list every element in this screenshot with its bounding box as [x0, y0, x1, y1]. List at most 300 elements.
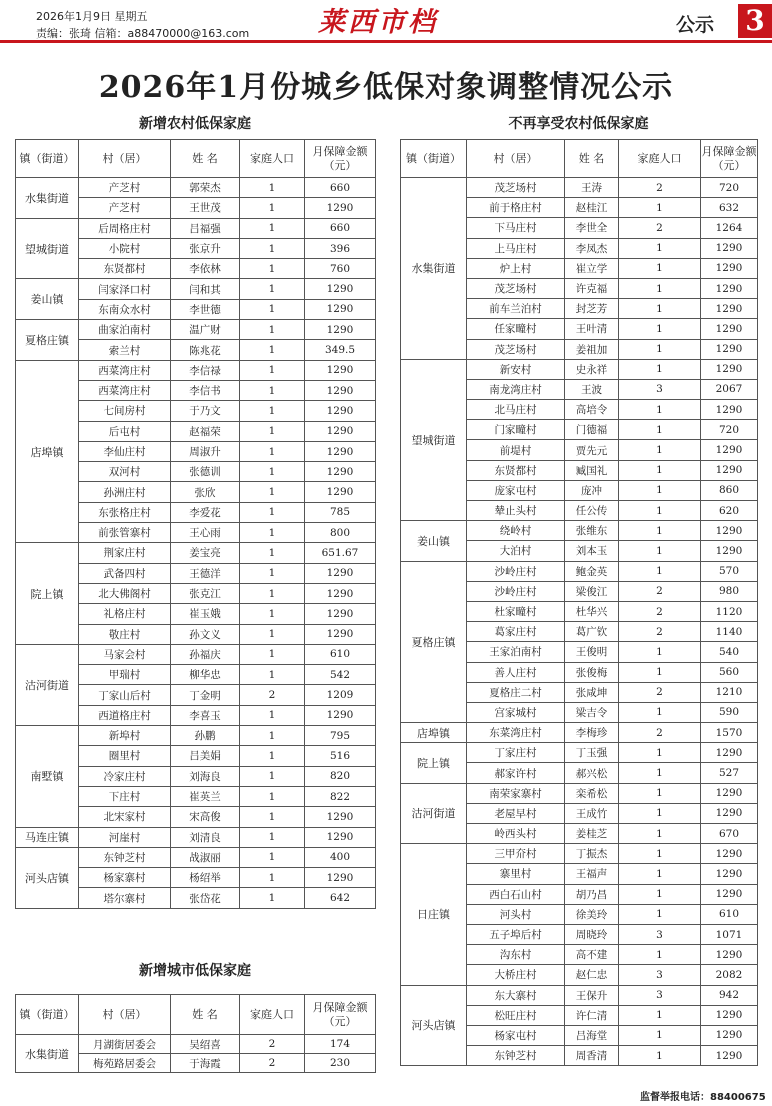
village-cell: 闫家泽口村: [79, 279, 171, 299]
household-cell: 2: [619, 622, 701, 642]
name-cell: 战淑丽: [171, 847, 240, 867]
household-cell: 1: [619, 904, 701, 924]
household-cell: 1: [619, 1046, 701, 1066]
village-cell: 双河村: [79, 462, 171, 482]
table-row: [401, 723, 758, 743]
amount-cell: 1290: [305, 380, 376, 400]
household-cell: 1: [619, 258, 701, 278]
town-cell: 院上镇: [401, 743, 467, 783]
name-cell: 李信禄: [171, 360, 240, 380]
amount-cell: 800: [305, 523, 376, 543]
amount-cell: 860: [701, 480, 758, 500]
name-cell: 刘清良: [171, 827, 240, 847]
amount-cell: 1290: [305, 320, 376, 340]
amount-cell: 1290: [305, 624, 376, 644]
amount-cell: 527: [701, 763, 758, 783]
household-cell: 2: [619, 723, 701, 743]
village-cell: 庞家屯村: [467, 480, 565, 500]
amount-cell: 1290: [701, 299, 758, 319]
household-cell: 1: [240, 178, 305, 198]
town-cell: 店埠镇: [16, 360, 79, 543]
name-cell: 宋高俊: [171, 807, 240, 827]
household-cell: 1: [619, 521, 701, 541]
village-cell: 梅苑路居委会: [79, 1054, 171, 1073]
household-cell: 2: [619, 218, 701, 238]
report-hotline: 监督举报电话：88400675: [640, 1092, 766, 1103]
household-cell: 1: [619, 844, 701, 864]
amount-cell: 651.67: [305, 543, 376, 563]
amount-cell: 400: [305, 847, 376, 867]
town-cell: 夏格庄镇: [16, 320, 79, 361]
name-cell: 李梅珍: [565, 723, 619, 743]
name-cell: 李喜玉: [171, 705, 240, 725]
village-cell: 西菜湾庄村: [79, 360, 171, 380]
amount-cell: 1290: [701, 1046, 758, 1066]
name-cell: 吕美娟: [171, 746, 240, 766]
household-cell: 1: [619, 763, 701, 783]
name-cell: 刘海良: [171, 766, 240, 786]
name-cell: 门德福: [565, 420, 619, 440]
name-cell: 赵桂江: [565, 198, 619, 218]
masthead-rule: [0, 40, 772, 43]
village-cell: 辇止头村: [467, 501, 565, 521]
household-cell: 1: [240, 523, 305, 543]
household-cell: 3: [619, 379, 701, 399]
amount-cell: 760: [305, 259, 376, 279]
amount-cell: 720: [701, 178, 758, 198]
col-amount-header: [701, 140, 758, 178]
village-cell: 后屯村: [79, 421, 171, 441]
village-cell: 五子埠后村: [467, 924, 565, 944]
col-town-header: 镇（街道）: [16, 140, 79, 178]
household-cell: 1: [619, 440, 701, 460]
household-cell: 1: [240, 766, 305, 786]
amount-cell: 1290: [701, 258, 758, 278]
amount-cell: 1290: [701, 521, 758, 541]
village-cell: 善人庄村: [467, 662, 565, 682]
village-cell: 七间房村: [79, 401, 171, 421]
household-cell: 1: [240, 259, 305, 279]
village-cell: 任家疃村: [467, 319, 565, 339]
name-cell: 丁振杰: [565, 844, 619, 864]
amount-cell: 396: [305, 238, 376, 258]
amount-cell: 1290: [701, 884, 758, 904]
household-cell: 1: [619, 783, 701, 803]
household-cell: 1: [619, 238, 701, 258]
village-cell: 北马庄村: [467, 400, 565, 420]
amount-cell: 516: [305, 746, 376, 766]
name-cell: 许克福: [565, 278, 619, 298]
name-cell: 温广财: [171, 320, 240, 340]
village-cell: 小院村: [79, 238, 171, 258]
village-cell: 岭西头村: [467, 824, 565, 844]
name-cell: 张克江: [171, 583, 240, 603]
amount-cell: 1290: [701, 339, 758, 359]
name-cell: 梁吉令: [565, 702, 619, 722]
village-cell: 冷家庄村: [79, 766, 171, 786]
village-cell: 敬庄村: [79, 624, 171, 644]
village-cell: 沙岭庄村: [467, 561, 565, 581]
amount-cell: 1290: [305, 583, 376, 603]
issue-date: 2026年1月9日 星期五: [36, 10, 148, 23]
name-cell: 李世德: [171, 299, 240, 319]
amount-cell: 1290: [305, 441, 376, 461]
name-cell: 李世全: [565, 218, 619, 238]
name-cell: 梁俊江: [565, 581, 619, 601]
town-cell: 马连庄镇: [16, 827, 79, 847]
amount-cell: 632: [701, 198, 758, 218]
name-cell: 贾先元: [565, 440, 619, 460]
household-cell: 3: [619, 985, 701, 1005]
village-cell: 沟东村: [467, 945, 565, 965]
village-cell: 西菜湾庄村: [79, 380, 171, 400]
town-cell: 沽河街道: [16, 644, 79, 725]
amount-cell: 610: [701, 904, 758, 924]
amount-cell: 1290: [701, 864, 758, 884]
table-row: [16, 847, 376, 867]
amount-cell: 1290: [701, 460, 758, 480]
household-cell: 1: [619, 460, 701, 480]
name-cell: 张德训: [171, 462, 240, 482]
village-cell: 葛家庄村: [467, 622, 565, 642]
amount-cell: 560: [701, 662, 758, 682]
name-cell: 闫和其: [171, 279, 240, 299]
table-row: [16, 320, 376, 340]
household-cell: 1: [619, 501, 701, 521]
amount-cell: 1290: [305, 705, 376, 725]
table-row: [16, 360, 376, 380]
amount-cell: 1140: [701, 622, 758, 642]
table-row: [16, 178, 376, 198]
household-cell: 1: [619, 198, 701, 218]
amount-cell: 620: [701, 501, 758, 521]
village-cell: 大泊村: [467, 541, 565, 561]
name-cell: 姜祖加: [565, 339, 619, 359]
table-row: [401, 844, 758, 864]
name-cell: 王波: [565, 379, 619, 399]
amount-cell: 1264: [701, 218, 758, 238]
name-cell: 于乃文: [171, 401, 240, 421]
table-row: [401, 743, 758, 763]
village-cell: 东大寨村: [467, 985, 565, 1005]
name-cell: 丁玉强: [565, 743, 619, 763]
village-cell: 礼格庄村: [79, 604, 171, 624]
household-cell: 1: [240, 421, 305, 441]
village-cell: 丁家庄村: [467, 743, 565, 763]
amount-cell: 642: [305, 888, 376, 908]
name-cell: 张欣: [171, 482, 240, 502]
household-cell: 2: [619, 682, 701, 702]
table-row: [401, 359, 758, 379]
household-cell: 1: [619, 319, 701, 339]
household-cell: 1: [240, 665, 305, 685]
page-number: 3: [738, 4, 772, 38]
household-cell: 1: [240, 847, 305, 867]
village-cell: 前车兰泊村: [467, 299, 565, 319]
village-cell: 月湖街居委会: [79, 1035, 171, 1054]
amount-cell: 1290: [701, 844, 758, 864]
table-row: [16, 726, 376, 746]
household-cell: 1: [240, 746, 305, 766]
name-cell: 王成竹: [565, 803, 619, 823]
household-cell: 1: [619, 945, 701, 965]
amount-cell: 230: [305, 1054, 376, 1073]
name-cell: 丁金明: [171, 685, 240, 705]
village-cell: 塔尔寨村: [79, 888, 171, 908]
household-cell: 1: [619, 278, 701, 298]
household-cell: 1: [240, 462, 305, 482]
header-row: [401, 140, 758, 178]
household-cell: 1: [240, 604, 305, 624]
name-cell: 杨绍举: [171, 868, 240, 888]
name-cell: 王俊明: [565, 642, 619, 662]
household-cell: 1: [240, 218, 305, 238]
col-village-header: 村（居）: [79, 995, 171, 1035]
household-cell: 1: [619, 743, 701, 763]
col-town-header: 镇（街道）: [401, 140, 467, 178]
town-cell: 姜山镇: [401, 521, 467, 561]
household-cell: 1: [240, 868, 305, 888]
name-cell: 崔玉娥: [171, 604, 240, 624]
name-cell: 周淑升: [171, 441, 240, 461]
village-cell: 大桥庄村: [467, 965, 565, 985]
name-cell: 鲍金英: [565, 561, 619, 581]
name-cell: 李信书: [171, 380, 240, 400]
village-cell: 西白石山村: [467, 884, 565, 904]
village-cell: 东贤都村: [467, 460, 565, 480]
amount-cell: 1290: [701, 238, 758, 258]
amount-cell: 1290: [701, 440, 758, 460]
table-row: [16, 1035, 376, 1054]
name-cell: 杜华兴: [565, 601, 619, 621]
household-cell: 1: [619, 884, 701, 904]
removed-rural-title: 不再享受农村低保家庭: [508, 116, 649, 132]
name-cell: 姜宝亮: [171, 543, 240, 563]
name-cell: 于海霞: [171, 1054, 240, 1073]
household-cell: 2: [619, 581, 701, 601]
name-cell: 王涛: [565, 178, 619, 198]
village-cell: 西道格庄村: [79, 705, 171, 725]
name-cell: 庞冲: [565, 480, 619, 500]
col-name-header: 姓 名: [171, 995, 240, 1035]
town-cell: 水集街道: [401, 178, 467, 360]
town-cell: 河头店镇: [16, 847, 79, 908]
household-cell: 1: [619, 702, 701, 722]
household-cell: 1: [240, 198, 305, 218]
name-cell: 周晓玲: [565, 924, 619, 944]
name-cell: 吕海堂: [565, 1025, 619, 1045]
village-cell: 产芝村: [79, 178, 171, 198]
household-cell: 1: [619, 642, 701, 662]
village-cell: 新埠村: [79, 726, 171, 746]
village-cell: 上马庄村: [467, 238, 565, 258]
amount-cell: 980: [701, 581, 758, 601]
town-cell: 望城街道: [401, 359, 467, 521]
household-cell: 1: [240, 624, 305, 644]
household-cell: 1: [240, 543, 305, 563]
amount-cell: 1290: [701, 319, 758, 339]
table-row: [16, 644, 376, 664]
amount-cell: 1290: [305, 868, 376, 888]
amount-cell: 1290: [305, 807, 376, 827]
household-cell: 1: [240, 705, 305, 725]
name-cell: 郝兴松: [565, 763, 619, 783]
village-cell: 炉上村: [467, 258, 565, 278]
table-row: [16, 543, 376, 563]
amount-cell: 590: [701, 702, 758, 722]
newspaper-logo: 莱西市档: [318, 7, 438, 38]
name-cell: 高不建: [565, 945, 619, 965]
village-cell: 武备四村: [79, 563, 171, 583]
name-cell: 赵仁忠: [565, 965, 619, 985]
name-cell: 任公传: [565, 501, 619, 521]
name-cell: 崔立学: [565, 258, 619, 278]
village-cell: 东钟芝村: [79, 847, 171, 867]
amount-cell: 720: [701, 420, 758, 440]
village-cell: 孙洲庄村: [79, 482, 171, 502]
section-name: 公示: [676, 14, 715, 36]
village-cell: 南龙湾庄村: [467, 379, 565, 399]
amount-cell: 1290: [701, 1005, 758, 1025]
amount-header-label: 月保障金额: [312, 1000, 368, 1014]
header-row: [16, 140, 376, 178]
village-cell: 甲瑞村: [79, 665, 171, 685]
table-row: [401, 985, 758, 1005]
village-cell: 松旺庄村: [467, 1005, 565, 1025]
amount-cell: 785: [305, 502, 376, 522]
town-cell: 日庄镇: [401, 844, 467, 985]
new-urban-title: 新增城市低保家庭: [139, 963, 251, 979]
household-cell: 2: [619, 178, 701, 198]
col-household-header: 家庭人口: [240, 995, 305, 1035]
new-rural-table: [15, 139, 376, 909]
household-cell: 1: [240, 299, 305, 319]
village-cell: 绕岭村: [467, 521, 565, 541]
amount-cell: 1071: [701, 924, 758, 944]
town-cell: 望城街道: [16, 218, 79, 279]
village-cell: 前于格庄村: [467, 198, 565, 218]
name-cell: 封芝芳: [565, 299, 619, 319]
town-cell: 夏格庄镇: [401, 561, 467, 723]
town-cell: 河头店镇: [401, 985, 467, 1066]
village-cell: 杨家寨村: [79, 868, 171, 888]
household-cell: 1: [619, 339, 701, 359]
household-cell: 1: [619, 359, 701, 379]
removed-rural-table: [400, 139, 758, 1066]
name-cell: 王保升: [565, 985, 619, 1005]
amount-cell: 542: [305, 665, 376, 685]
household-cell: 2: [240, 1054, 305, 1073]
household-cell: 1: [240, 238, 305, 258]
amount-cell: 1210: [701, 682, 758, 702]
amount-cell: 822: [305, 786, 376, 806]
household-cell: 1: [240, 380, 305, 400]
household-cell: 1: [240, 401, 305, 421]
town-cell: 姜山镇: [16, 279, 79, 320]
name-cell: 李爱花: [171, 502, 240, 522]
amount-cell: 1290: [701, 400, 758, 420]
name-cell: 张京升: [171, 238, 240, 258]
village-cell: 北宋家村: [79, 807, 171, 827]
village-cell: 南荣家寨村: [467, 783, 565, 803]
amount-cell: 1290: [305, 563, 376, 583]
amount-cell: 610: [305, 644, 376, 664]
table-row: [16, 827, 376, 847]
amount-cell: 2067: [701, 379, 758, 399]
amount-cell: 1290: [305, 299, 376, 319]
amount-cell: 1290: [305, 401, 376, 421]
village-cell: 河崖村: [79, 827, 171, 847]
village-cell: 荆家庄村: [79, 543, 171, 563]
name-cell: 孙福庆: [171, 644, 240, 664]
table-row: [16, 218, 376, 238]
village-cell: 杜家疃村: [467, 601, 565, 621]
town-cell: 院上镇: [16, 543, 79, 644]
name-cell: 栾希松: [565, 783, 619, 803]
name-cell: 李依林: [171, 259, 240, 279]
household-cell: 1: [240, 563, 305, 583]
new-urban-table: [15, 994, 376, 1073]
household-cell: 1: [619, 299, 701, 319]
village-cell: 北大佛阁村: [79, 583, 171, 603]
village-cell: 王家泊南村: [467, 642, 565, 662]
name-cell: 张维东: [565, 521, 619, 541]
name-cell: 王叶清: [565, 319, 619, 339]
name-cell: 孙文义: [171, 624, 240, 644]
household-cell: 3: [619, 924, 701, 944]
amount-cell: 1290: [305, 279, 376, 299]
name-cell: 吴绍喜: [171, 1035, 240, 1054]
amount-cell: 1290: [305, 198, 376, 218]
header-row: [16, 995, 376, 1035]
name-cell: 柳华忠: [171, 665, 240, 685]
amount-cell: 1290: [701, 783, 758, 803]
name-cell: 王德洋: [171, 563, 240, 583]
amount-cell: 660: [305, 218, 376, 238]
village-cell: 老屋早村: [467, 803, 565, 823]
household-cell: 1: [619, 1025, 701, 1045]
amount-cell: 1120: [701, 601, 758, 621]
name-cell: 赵福荣: [171, 421, 240, 441]
village-cell: 后周格庄村: [79, 218, 171, 238]
name-cell: 周香清: [565, 1046, 619, 1066]
village-cell: 寨里村: [467, 864, 565, 884]
amount-header-unit: （元）: [712, 158, 746, 172]
village-cell: 前张管寨村: [79, 523, 171, 543]
household-cell: 1: [240, 807, 305, 827]
name-cell: 张咸坤: [565, 682, 619, 702]
village-cell: 前堤村: [467, 440, 565, 460]
col-amount-header: [305, 140, 376, 178]
village-cell: 宫家城村: [467, 702, 565, 722]
name-cell: 郭荣杰: [171, 178, 240, 198]
name-cell: 陈兆花: [171, 340, 240, 360]
amount-header-label: 月保障金额: [312, 144, 368, 158]
village-cell: 沙岭庄村: [467, 581, 565, 601]
table-row: [16, 279, 376, 299]
amount-cell: 570: [701, 561, 758, 581]
name-cell: 张俊梅: [565, 662, 619, 682]
household-cell: 1: [619, 541, 701, 561]
amount-header-unit: （元）: [323, 158, 357, 172]
amount-cell: 1290: [701, 278, 758, 298]
amount-cell: 1290: [305, 604, 376, 624]
village-cell: 郝家许村: [467, 763, 565, 783]
editor-info: 责编：张琦 信箱：a88470000@163.com: [36, 27, 250, 40]
village-cell: 曲家泊南村: [79, 320, 171, 340]
col-name-header: 姓 名: [171, 140, 240, 178]
masthead: [0, 0, 772, 46]
